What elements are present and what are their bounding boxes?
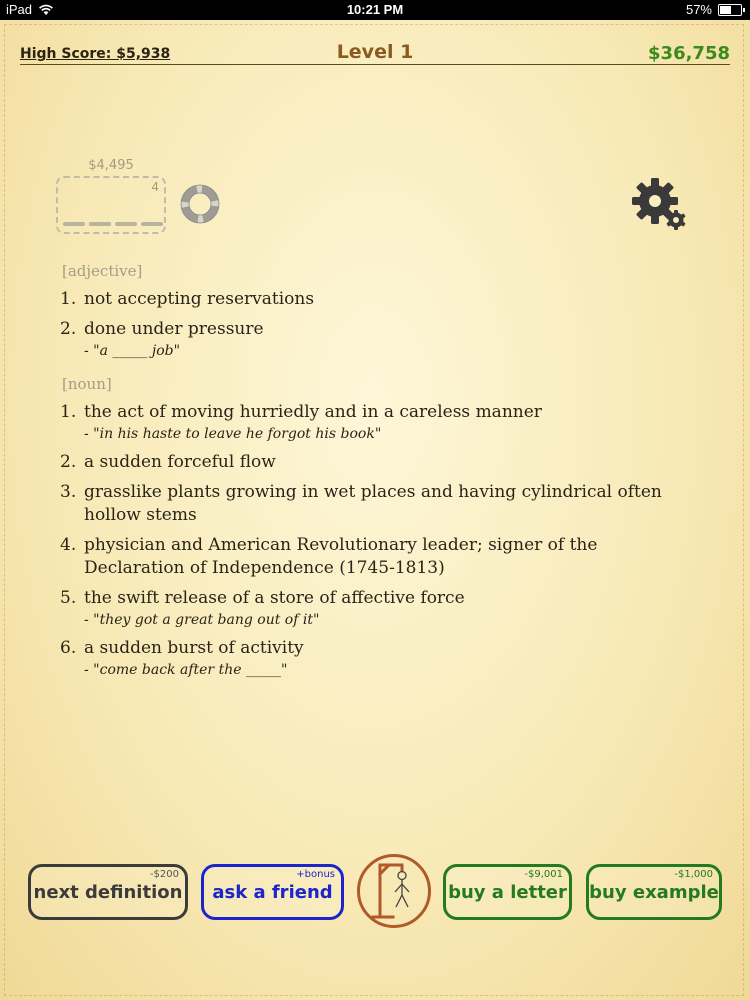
status-time: 10:21 PM bbox=[346, 2, 404, 17]
next-definition-cost: -$200 bbox=[149, 869, 179, 880]
letter-slots bbox=[63, 222, 163, 226]
definition-example: - "they got a great bang out of it" bbox=[84, 612, 320, 628]
definition-number: 4. bbox=[60, 535, 77, 555]
battery-icon bbox=[718, 4, 742, 16]
definition-item bbox=[60, 637, 700, 680]
letter-slot bbox=[63, 222, 85, 226]
definition-item bbox=[60, 587, 700, 630]
ask-friend-label: ask a friend bbox=[212, 881, 333, 903]
definition-text: physician and American Revolutionary leader; signer of the Declaration of Independence (1745-1813) bbox=[84, 535, 598, 578]
hangman-button[interactable] bbox=[357, 854, 431, 928]
next-definition-label: next definition bbox=[33, 881, 183, 903]
buy-letter-button[interactable] bbox=[443, 864, 572, 920]
buy-letter-label: buy a letter bbox=[448, 881, 567, 903]
definition-text: done under pressure bbox=[84, 319, 264, 339]
definition-item bbox=[60, 451, 700, 474]
definitions-panel bbox=[60, 262, 700, 687]
definition-text: the act of moving hurriedly and in a careless manner bbox=[84, 402, 542, 422]
definition-number: 3. bbox=[60, 482, 77, 502]
ask-friend-bonus: +bonus bbox=[296, 869, 335, 880]
definition-text: a sudden burst of activity bbox=[84, 638, 304, 658]
definition-text: not accepting reservations bbox=[84, 289, 315, 309]
definition-item bbox=[60, 288, 700, 311]
definition-item bbox=[60, 481, 700, 527]
part-of-speech-noun: [noun] bbox=[62, 375, 112, 393]
buy-letter-cost: -$9,001 bbox=[524, 869, 563, 880]
definition-example: - "a _____ job" bbox=[84, 343, 181, 359]
definition-number: 1. bbox=[60, 402, 77, 422]
hangman-icon bbox=[360, 857, 428, 925]
definition-number: 1. bbox=[60, 289, 77, 309]
definition-number: 6. bbox=[60, 638, 77, 658]
battery-percent: 57% bbox=[685, 2, 712, 17]
definition-text: grasslike plants growing in wet places and having cylindrical often hollow stems bbox=[84, 482, 662, 525]
definition-example: - "in his haste to leave he forgot his book" bbox=[84, 426, 382, 442]
letter-count: 4 bbox=[151, 180, 159, 194]
definition-text: the swift release of a store of affective force bbox=[84, 588, 465, 608]
definition-number: 5. bbox=[60, 588, 77, 608]
word-letter-box bbox=[56, 176, 166, 234]
gear-icon[interactable] bbox=[630, 176, 690, 236]
ask-friend-button[interactable] bbox=[201, 864, 344, 920]
definition-number: 2. bbox=[60, 319, 77, 339]
part-of-speech-adjective: [adjective] bbox=[62, 262, 143, 280]
definition-item bbox=[60, 318, 700, 361]
definition-number: 2. bbox=[60, 452, 77, 472]
status-bar bbox=[0, 0, 750, 20]
buy-example-label: buy example bbox=[589, 881, 719, 903]
definition-item bbox=[60, 534, 700, 580]
definition-example: - "come back after the _____" bbox=[84, 662, 288, 678]
buy-example-cost: -$1,000 bbox=[674, 869, 713, 880]
definition-text: a sudden forceful flow bbox=[84, 452, 276, 472]
letter-slot bbox=[115, 222, 137, 226]
lifering-icon[interactable] bbox=[180, 184, 220, 224]
letter-slot bbox=[141, 222, 163, 226]
word-value: $4,495 bbox=[88, 158, 134, 173]
cash-total: $36,758 bbox=[648, 43, 730, 64]
level-title: Level 1 bbox=[336, 41, 414, 63]
buy-example-button[interactable] bbox=[586, 864, 722, 920]
high-score: High Score: $5,938 bbox=[20, 46, 171, 62]
header-divider bbox=[20, 64, 730, 65]
device-label: iPad bbox=[6, 2, 33, 17]
definition-item bbox=[60, 401, 700, 444]
next-definition-button[interactable] bbox=[28, 864, 188, 920]
letter-slot bbox=[89, 222, 111, 226]
